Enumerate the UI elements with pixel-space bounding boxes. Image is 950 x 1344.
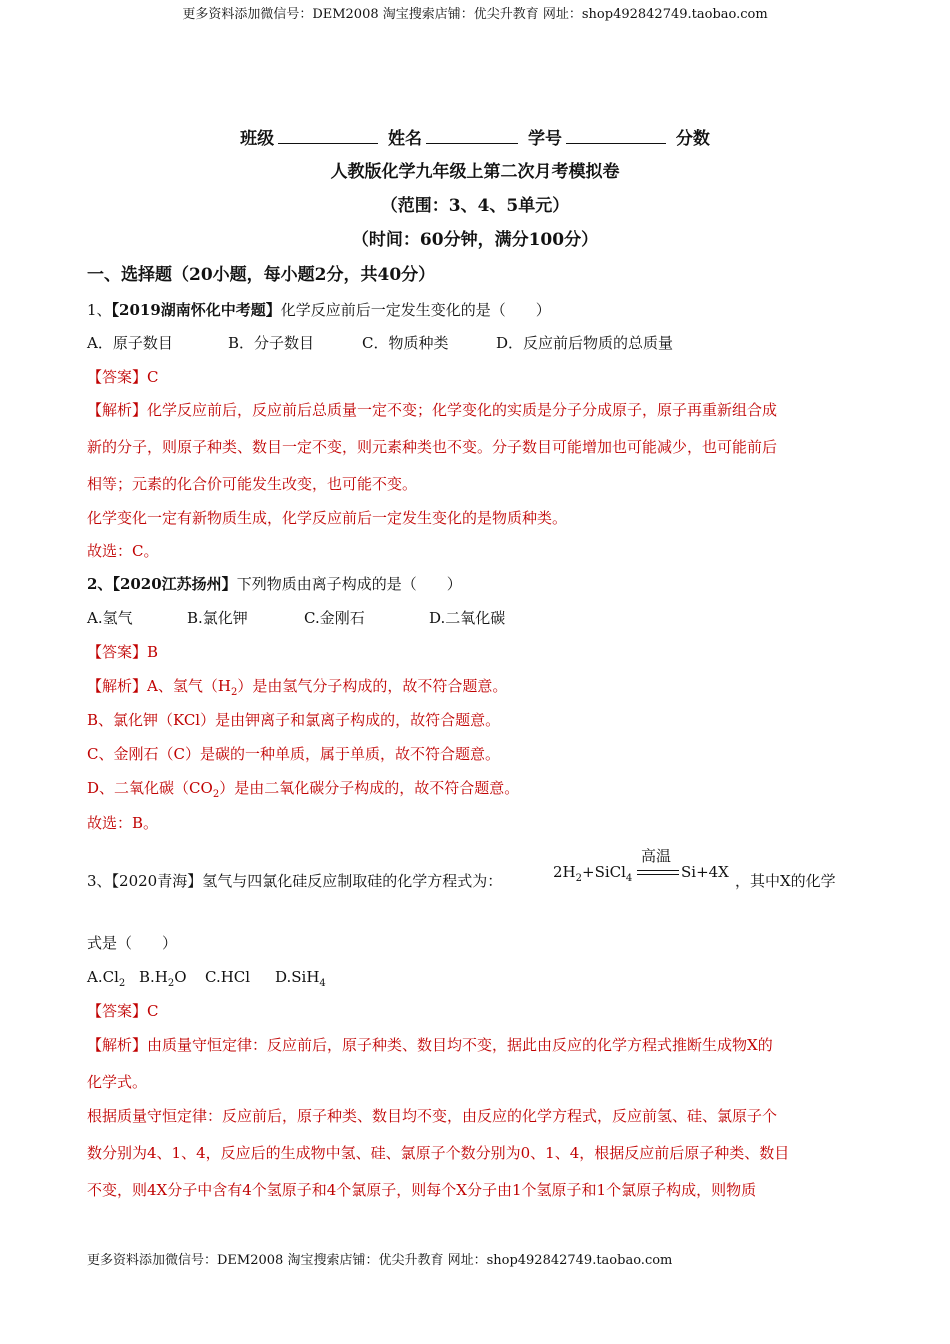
option-b: B．分子数目 [228, 334, 315, 352]
subscript: 2 [118, 978, 126, 989]
question-2-conclusion: 故选：B。 [87, 814, 159, 832]
question-number: 2、 [87, 575, 113, 593]
question-2-analysis-a [87, 676, 507, 703]
option-c: C.金刚石 [304, 609, 365, 627]
option-formula: Cl [102, 968, 119, 986]
question-3-answer [87, 1001, 159, 1021]
question-3-analysis-line-3: 根据质量守恒定律：反应前后，原子种类、数目均不变，由反应的化学方程式，反应前氢、硅、氯原子个 [87, 1107, 778, 1125]
class-blank[interactable] [278, 128, 378, 144]
question-text: 下列物质由离子构成的是（ ） [236, 575, 462, 593]
question-source: 【2019湖南怀化中考题】 [111, 301, 281, 319]
exam-time: （时间：60分钟，满分100分） [351, 230, 599, 250]
analysis-text: ）是由二氧化碳分子构成的，故不符合题意。 [219, 779, 520, 797]
exam-title: 人教版化学九年级上第二次月考模拟卷 [330, 162, 620, 182]
option-formula: O [174, 968, 187, 986]
subscript: 2 [212, 789, 220, 800]
question-3-stem-cont: 式是（ ） [87, 934, 178, 952]
question-2-stem [87, 574, 462, 594]
option-b: B.氯化钾 [187, 609, 248, 627]
equation-products: Si+4X [681, 863, 729, 881]
option-a: A．原子数目 [87, 334, 173, 352]
subscript: 4 [319, 978, 326, 989]
page-footer: 更多资料添加微信号：DEM2008 淘宝搜索店铺：优尖升教育 网址：shop492842749.taobao.com [87, 1253, 673, 1268]
name-blank[interactable] [426, 128, 518, 144]
class-label: 班级 [240, 129, 275, 149]
section-heading: 一、选择题（20小题，每小题2分，共40分） [87, 265, 436, 285]
option-letter: C. [205, 968, 221, 986]
question-text: 氢气与四氯化硅反应制取硅的化学方程式为： [202, 872, 503, 890]
subscript: 4 [625, 873, 633, 884]
question-2-analysis-d [87, 778, 519, 805]
option-formula: SiH [291, 968, 320, 986]
chemical-equation [553, 845, 735, 895]
question-3-analysis-line-2: 化学式。 [87, 1073, 148, 1091]
equation-reactants [553, 863, 632, 884]
option-letter: A. [87, 968, 103, 986]
question-2-analysis-c: C、金刚石（C）是碳的一种单质，属于单质，故不符合题意。 [87, 745, 500, 763]
question-3-stem [87, 871, 502, 891]
reaction-condition: 高温 [641, 847, 672, 865]
option-c: C．物质种类 [362, 334, 449, 352]
student-number-label: 学号 [527, 129, 562, 149]
student-info-line [0, 128, 950, 149]
subscript: 2 [167, 978, 175, 989]
analysis-text: D、二氧化碳（CO [87, 779, 213, 797]
answer-tag: 【答案】 [87, 368, 148, 386]
option-d: D.二氧化碳 [429, 609, 506, 627]
analysis-tag: 【解析】 [87, 1036, 148, 1054]
student-number-blank[interactable] [566, 128, 666, 144]
question-1-analysis-line-4: 化学变化一定有新物质生成，化学反应前后一定发生变化的是物质种类。 [87, 509, 568, 527]
analysis-text: 化学反应前后，反应前后总质量一定不变；化学变化的实质是分子分成原子，原子再重新组合成 [147, 401, 778, 419]
analysis-tag: 【解析】 [87, 677, 148, 695]
question-3-analysis-line-1 [87, 1035, 773, 1055]
option-a: A.氢气 [87, 609, 133, 627]
option-d [275, 967, 326, 994]
subscript: 2 [230, 687, 238, 698]
question-text: 化学反应前后一定发生变化的是（ ） [280, 301, 551, 319]
question-3-analysis-line-4: 数分别为4、1、4，反应后的生成物中氢、硅、氯原子个数分别为0、1、4，根据反应前后原子种类、数目 [87, 1144, 790, 1162]
page-header: 更多资料添加微信号：DEM2008 淘宝搜索店铺：优尖升教育 网址：shop492842749.taobao.com [182, 7, 768, 22]
question-number: 1、 [87, 301, 112, 319]
analysis-tag: 【解析】 [87, 401, 148, 419]
answer-value: C [147, 1002, 159, 1020]
question-source: 【2020江苏扬州】 [112, 575, 237, 593]
question-1-answer [87, 367, 159, 387]
analysis-text: A、氢气（H [147, 677, 231, 695]
question-3-stem-tail: ，其中X的化学 [735, 872, 836, 890]
option-letter: B. [139, 968, 155, 986]
option-formula: HCl [220, 968, 251, 986]
option-d: D．反应前后物质的总质量 [496, 334, 674, 352]
exam-range: （范围：3、4、5单元） [380, 196, 570, 216]
analysis-text: 由质量守恒定律：反应前后，原子种类、数目均不变，据此由反应的化学方程式推断生成物X的 [147, 1036, 773, 1054]
answer-tag: 【答案】 [87, 643, 148, 661]
question-2-answer [87, 642, 158, 662]
name-label: 姓名 [388, 129, 423, 149]
question-1-options [87, 333, 673, 353]
option-letter: D. [275, 968, 292, 986]
reactant-sicl4: +SiCl [582, 863, 626, 881]
question-1-analysis-line-2: 新的分子，则原子种类、数目一定不变，则元素种类也不变。分子数目可能增加也可能减少，也可能前后 [87, 438, 778, 456]
answer-value: C [147, 368, 159, 386]
option-c [205, 967, 275, 987]
option-b [139, 967, 205, 994]
answer-tag: 【答案】 [87, 1002, 148, 1020]
question-2-options [87, 608, 505, 628]
subscript: 2 [575, 873, 582, 884]
question-1-stem [87, 300, 551, 320]
reactant-h2: 2H [553, 863, 576, 881]
question-1-conclusion: 故选：C。 [87, 542, 159, 560]
question-1-analysis-line-3: 相等；元素的化合价可能发生改变，也可能不变。 [87, 475, 418, 493]
question-3-analysis-line-5: 不变，则4X分子中含有4个氢原子和4个氯原子，则每个X分子由1个氢原子和1个氯原子构成，则物质 [87, 1181, 757, 1199]
score-label: 分数 [675, 129, 710, 149]
answer-value: B [147, 643, 159, 661]
question-2-analysis-b: B、氯化钾（KCl）是由钾离子和氯离子构成的，故符合题意。 [87, 711, 501, 729]
question-3-options [87, 967, 326, 994]
question-1-analysis-line-1 [87, 400, 777, 420]
equation-double-line [637, 870, 679, 875]
question-number: 3、 [87, 872, 112, 890]
question-source: 【2020青海】 [111, 872, 203, 890]
analysis-text: ）是由氢气分子构成的，故不符合题意。 [237, 677, 508, 695]
option-a [87, 967, 139, 994]
option-formula: H [154, 968, 168, 986]
